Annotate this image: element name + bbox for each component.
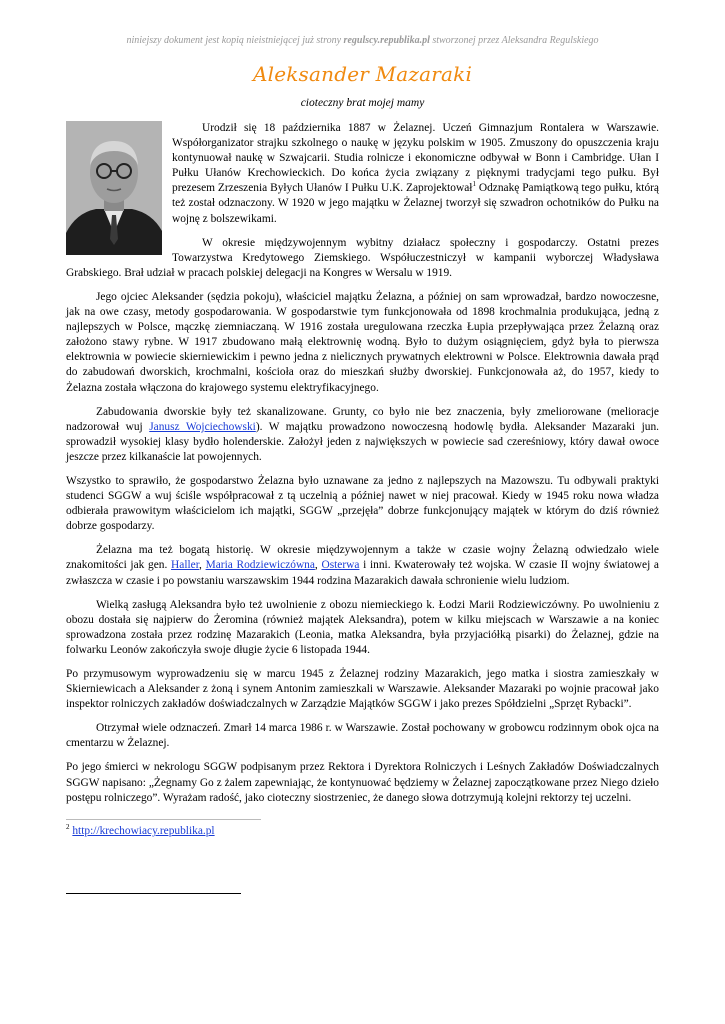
paragraph-10: Po jego śmierci w nekrologu SGGW podpisanym przez Rektora i Dyrektora Rolniczych i Leśnych Zakładów Doświadczalnych SGGW napisano: „Żegnamy Go z żalem zapewniając, że kontynuować będziemy w Żelaznej zapoczątkowane przez Niego dzieło postępu rolniczego”. Wyrażam radość, jako cioteczny siostrzeniec, że danego słowa dotrzymują kolejni rektorzy tej uczelni. [66,761,659,804]
link-osterwa[interactable]: Osterwa [321,559,360,572]
paragraph-1-text-b: Odznakę Pamiątkową tego pułku, którą też został odznaczony. W 1920 w jego majątku w Żelaznej tworzył się szwadron ochotników do Pułku na wojnę z bolszewikami. [172,182,659,225]
footnote-link[interactable]: http://krechowiacy.republika.pl [72,825,215,837]
article-body [66,121,659,815]
paragraph-6-text-a: Żelazna ma też bogatą historię. W okresie międzywojennym a także w czasie wojny Żelazną odwiedzało wiele znakomitości jak gen. [66,544,659,572]
portrait-illustration [66,121,162,255]
paragraph-1-text-a: Urodził się 18 października 1887 w Żelaznej. Uczeń Gimnazjum Rontalera w Warszawie. Współorganizator strajku szkolnego o naukę w języku polskim w 1905. Zmuszony do opuszczenia kraju kontynuował naukę w Szwajcarii. Studia rolnicze i ekonomiczne odbywał w Bonn i Cambridge. Ułan I Pułku Ułanów Krechowieckich. Do końca życia związany z pięknymi tradycjami tego pułku. Był prezesem Zrzeszenia Byłych Ułanów I Pułku U.K. Zaprojektował [172,122,659,195]
paragraph-6 [66,543,659,588]
paragraph-4 [66,405,659,465]
portrait-photo [66,121,162,255]
footnote-divider [66,819,261,820]
paragraph-2: W okresie międzywojennym wybitny działacz społeczny i gospodarczy. Ostatni prezes Towarzystwa Kredytowego Ziemskiego. Współuczestniczył w kampanii wyborczej Władysława Grabskiego. Brał udział w pracach polskiej delegacji na Kongres w Wersalu w 1919. [66,236,659,279]
header-note-suffix: stworzonej przez Aleksandra Regulskiego [429,35,599,46]
footnote-number: 2 [66,823,70,832]
header-note-site: regulscy.republika.pl [343,35,430,46]
paragraph-3: Jego ojciec Aleksander (sędzia pokoju), właściciel majątku Żelazna, a później on sam wprowadzał, bardzo nowoczesne, jak na owe czasy, metody gospodarowania. W gospodarstwie tym funkcjonowała od 1898 krochmalnia produkująca, jedną z najlepszych w Polsce, mączkę ziemniaczaną. W 1916 została uregulowana rzeczka Łupia przepływająca przez Żelazną oraz założono stawy rybne. W 1917 zbudowano małą elektrownię wodną. Było to dużym osiągnięciem, gdyż była to pierwsza elektrownia w powiecie skierniewickim i pewno jedna z nielicznych prywatnych elektrowni w Polsce. Elektrownia dawała prąd do zabudowań dworskich, krochmalni, kościoła oraz do mieszkań służby dworskiej. Funkcjonowała aż, do 1957, kiedy to Żelazna została włączona do krajowego systemu elektryfikacyjnego. [66,290,659,394]
footnote-ref-1: 1 [472,180,476,189]
link-janusz-wojciechowski[interactable]: Janusz Wojciechowski [149,420,256,433]
paragraph-7: Wielką zasługą Aleksandra było też uwolnienie z obozu niemieckiego k. Łodzi Marii Rodziewiczówny. Po uwolnieniu z obozu dostała się najpierw do Żeromina (również majątek Aleksandra), potem w kilku miejscach w Warszawie a na koniec sprowadzona została przez rodzinę Mazarakich (Leonia, matka Aleksandra, była przyjaciółką pisarki) do Żelaznej, gdzie na folwarku Leonów zakończyła swoje długie życie 6 listopada 1944. [66,598,659,656]
paragraph-9: Otrzymał wiele odznaczeń. Zmarł 14 marca 1986 r. w Warszawie. Został pochowany w grobowcu rodzinnym obok ojca na cmentarzu w Żelaznej. [66,722,659,750]
page-subtitle: cioteczny brat mojej mamy [300,97,425,109]
link-maria-rodziewiczowna[interactable]: Maria Rodziewiczówna [205,559,315,572]
paragraph-6-sep-1: , [199,559,206,572]
bottom-divider [66,893,241,894]
paragraph-8: Po przymusowym wyprowadzeniu się w marcu 1945 z Żelaznej rodziny Mazarakich, jego matka i siostra zamieszkały w Skierniewicach a Aleksander z żoną i synem Antonim zamieszkali w Warszawie. Aleksander Mazaraki po wojnie pracował jako inspektor rolniczych zakładów doświadczalnych w Zarządzie Majątków SGGW i jako prezes Spółdzielni „Sprzęt Rybacki”. [66,668,659,711]
paragraph-4-text-a: Zabudowania dworskie były też skanalizowane. Grunty, co było nie bez znaczenia, były zmeliorowane (melioracje nadzorował wuj [66,405,659,433]
paragraph-6-sep-2: , [314,559,322,572]
footnote [66,825,215,837]
header-note [0,35,725,46]
paragraph-5: Wszystko to sprawiło, że gospodarstwo Żelazna było uznawane za jedno z najlepszych na Mazowszu. Tu odbywali praktyki studenci SGGW a wuj ściśle współpracował z tą uczelnią a później nawet w niej pracował. Kiedy w 1945 roku nowa władza odbierała prawowitym właścicielom ich majątki, SGGW „przejęła” dobrze funkcjonujący majątek w którym do dziś również dobrze gospodarzy. [66,474,659,533]
page-title: Aleksander Mazaraki [252,62,473,86]
header-note-prefix: niniejszy dokument jest kopią nieistniejącej już strony [126,35,344,46]
link-haller[interactable]: Haller [171,559,200,572]
paragraph-4-text-b: ). W majątku prowadzono nowoczesną hodowlę bydła. Aleksander Mazaraki jun. sprowadził wysokiej klasy bydło holenderskie. Założył jeden z największych w powiecie sad czereśniowy, który dawał owoce jeszcze przez kilkanaście lat powojennych. [66,420,659,463]
paragraph-6-text-b: i inni. Kwaterowały też wojska. W czasie II wojny światowej a zwłaszcza w czasie i po powstaniu warszawskim 1944 rodzina Mazarakich dawała schronienie wielu ludziom. [66,559,659,587]
